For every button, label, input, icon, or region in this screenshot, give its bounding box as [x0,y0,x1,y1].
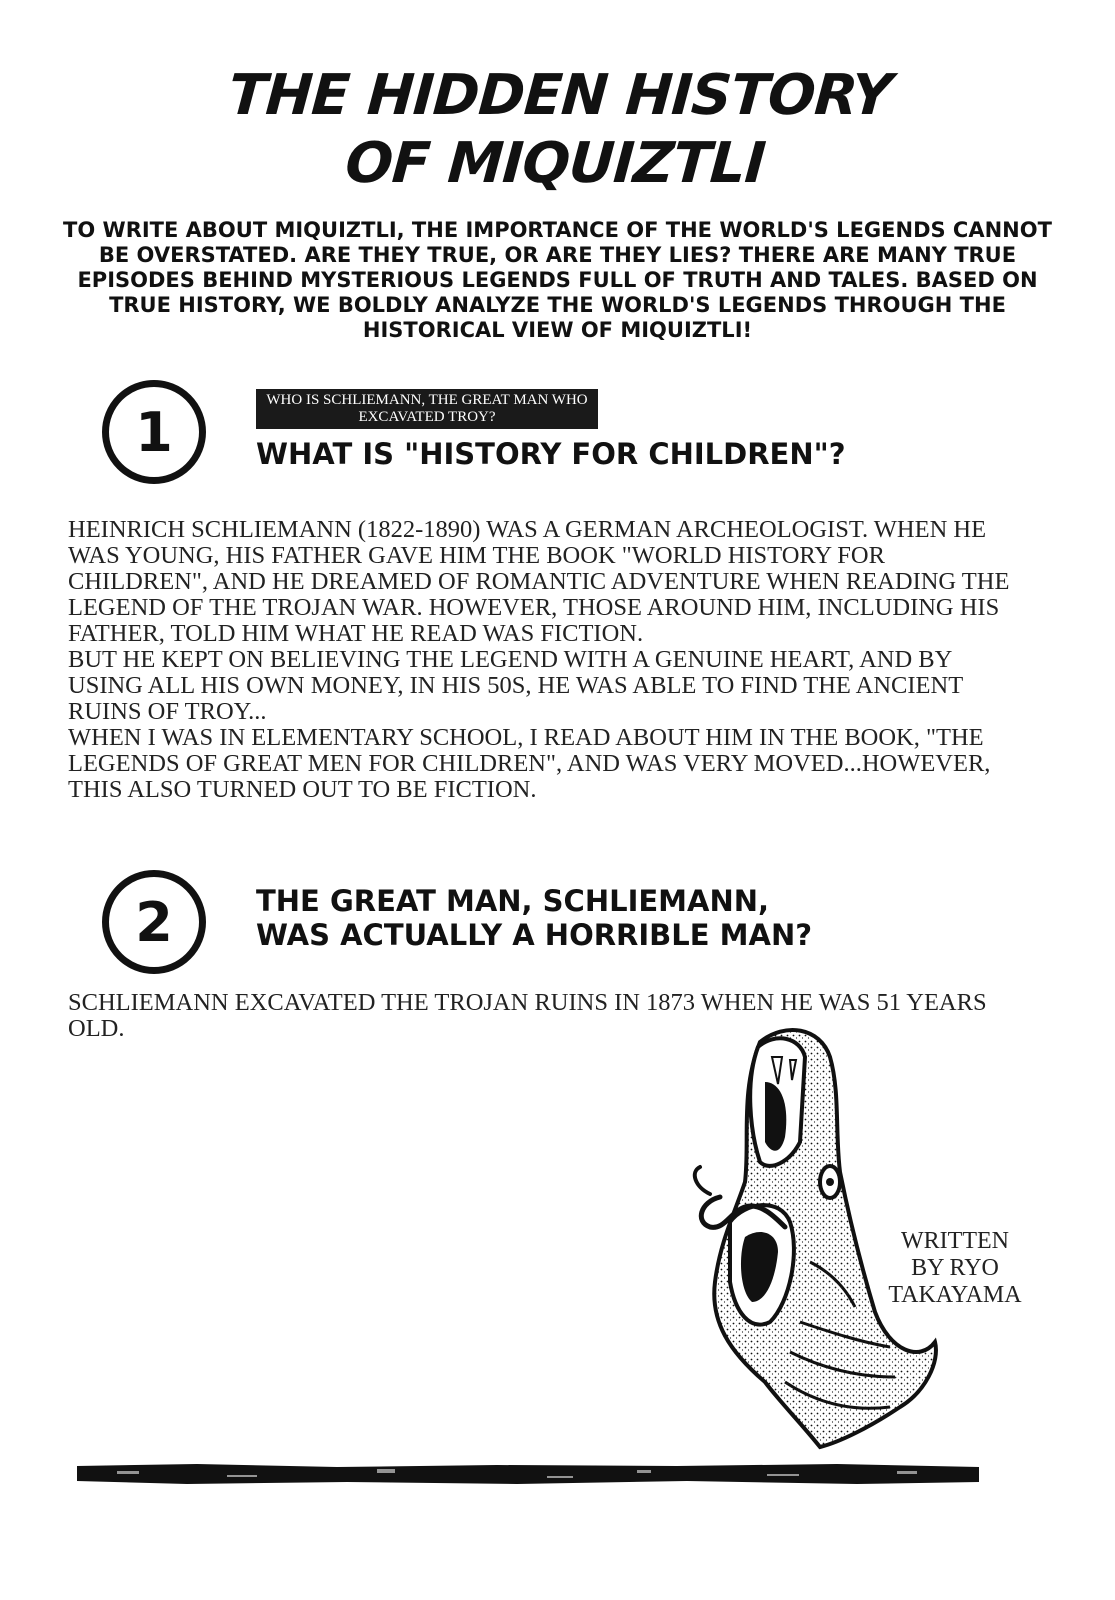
section-1-heading: WHAT IS "HISTORY FOR CHILDREN"? [256,437,846,471]
section-1-body [68,517,1028,803]
section-1-number-badge: 1 [102,380,206,484]
section-1-paragraph: BUT HE KEPT ON BELIEVING THE LEGEND WITH A GENUINE HEART, AND BY USING ALL HIS OWN MONEY, IN HIS 50S, HE WAS ABLE TO FIND THE ANCIENT RUINS OF TROY... [68,646,963,725]
section-2-heading-line-1: THE GREAT MAN, SCHLIEMANN, [256,884,770,918]
byline-line-3: TAKAYAMA [888,1282,1022,1308]
section-1-kicker: WHO IS SCHLIEMANN, THE GREAT MAN WHO EXCAVATED TROY? [256,389,598,429]
byline-line-1: WRITTEN [901,1228,1009,1254]
page-title [0,62,1115,198]
title-line-2: OF MIQUIZTLI [343,131,768,196]
ink-divider [77,1463,979,1485]
author-byline [870,1228,1040,1309]
section-2-paragraph: SCHLIEMANN EXCAVATED THE TROJAN RUINS IN 1873 WHEN HE WAS 51 YEARS OLD. [68,989,987,1042]
byline-line-2: BY RYO [911,1255,999,1281]
section-2-heading-line-2: WAS ACTUALLY A HORRIBLE MAN? [256,918,813,952]
section-2-number-badge: 2 [102,870,206,974]
intro-paragraph: TO WRITE ABOUT MIQUIZTLI, THE IMPORTANCE OF THE WORLD'S LEGENDS CANNOT BE OVERSTATED. ARE THEY TRUE, OR ARE THEY LIES? THERE ARE MANY TRUE EPISODES BEHIND MYSTERIOUS LEGENDS FULL OF TRUTH AND TALES. BASED ON TRUE HISTORY, WE BOLDLY ANALYZE THE WORLD'S LEGENDS THROUGH THE HISTORICAL VIEW OF MIQUIZTLI! [63,218,1052,342]
section-1-paragraph: HEINRICH SCHLIEMANN (1822-1890) WAS A GERMAN ARCHEOLOGIST. WHEN HE WAS YOUNG, HIS FATHER GAVE HIM THE BOOK "WORLD HISTORY FOR CHILDREN", AND HE DREAMED OF ROMANTIC ADVENTURE WHEN READING THE LEGEND OF THE TROJAN WAR. HOWEVER, THOSE AROUND HIM, INCLUDING HIS FATHER, TOLD HIM WHAT HE READ WAS FICTION. [68,516,1010,647]
title-line-1: THE HIDDEN HISTORY [226,63,894,128]
section-1-paragraph: WHEN I WAS IN ELEMENTARY SCHOOL, I READ ABOUT HIM IN THE BOOK, "THE LEGENDS OF GREAT MEN FOR CHILDREN", AND WAS VERY MOVED...HOWEVER, THIS ALSO TURNED OUT TO BE FICTION. [68,724,991,803]
section-2-heading [256,884,956,952]
